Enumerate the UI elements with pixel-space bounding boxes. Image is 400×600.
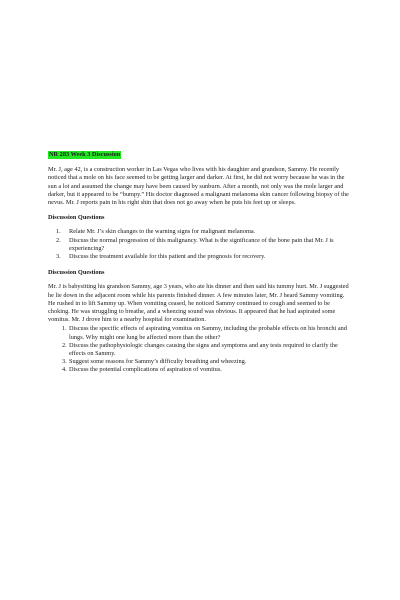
list-item	[62, 342, 352, 358]
item-text: Discuss the normal progression of this malignancy. What is the significance of the bone pain that Mr. J is experiencing?	[69, 236, 334, 252]
list-item	[62, 366, 352, 374]
title-block	[48, 151, 352, 159]
item-number: 4.	[62, 366, 67, 374]
item-text: Discuss the pathophysiologic changes causing the signs and symptoms and any tests required to clarify the effects on Sammy.	[69, 341, 338, 358]
document-title: NR 283 Week 3 Discussion	[49, 151, 121, 158]
item-text: Suggest some reasons for Sammy’s difficulty breathing and wheezing.	[69, 358, 247, 366]
case-study-1: Mr. J, age 42, is a construction worker in Las Vegas who lives with his daughter and grandson, Sammy. He recently noticed that a mole on his face seemed to be getting larger and darker. At first, he did not worry because he was in the sun a lot and assumed the change may have been caused by sunburn. After a month, not only was the mole larger and darker, but it appeared to be “bumpy.” His doctor diagnosed a malignant melanoma skin cancer following biopsy of the nevus. Mr. J reports pain in his right shin that does not go away when he puts his feet up or sleeps.	[48, 166, 349, 207]
list-item	[56, 228, 352, 236]
document-page	[48, 151, 352, 375]
item-number: 2.	[62, 341, 67, 349]
item-text: Discuss the specific effects of aspirating vomitus on Sammy, including the probable effects on his bronchi and lungs. Why might one lung be affected more than the other?	[69, 325, 347, 341]
item-text: Relate Mr. J’s skin changes to the warning signs for malignant melanoma.	[69, 228, 256, 236]
case-study-2: Mr. J is babysitting his grandson Sammy, age 3 years, who ate his dinner and then said his tummy hurt. Mr. J suggested he lie down in the adjacent room while his parents finished dinner. A few minutes later, Mr. J heard Sammy vomiting. He rushed in to lift Sammy up. When vomiting ceased, he noticed Sammy continued to cough and seemed to be choking. He was struggling to breathe, and a wheezing sound was obvious. It appeared that he had aspirated some vomitus. Mr. J drove him to a nearby hospital for examination.	[48, 283, 349, 324]
question-list-1	[56, 228, 352, 261]
discussion-heading-2: Discussion Questions	[48, 269, 105, 277]
list-item	[56, 253, 352, 261]
item-number: 1.	[56, 228, 61, 236]
item-number: 3.	[56, 253, 61, 261]
item-number: 3.	[62, 358, 67, 366]
list-item	[62, 358, 352, 366]
item-number: 2.	[56, 236, 61, 244]
item-text: Discuss the treatment available for this patient and the prognosis for recovery.	[69, 253, 266, 261]
list-item	[62, 325, 352, 341]
list-item	[56, 237, 352, 253]
discussion-heading-1: Discussion Questions	[48, 214, 105, 222]
question-list-2	[62, 325, 352, 374]
item-text: Discuss the potential complications of aspiration of vomitus.	[69, 366, 222, 374]
item-number: 1.	[62, 325, 67, 333]
